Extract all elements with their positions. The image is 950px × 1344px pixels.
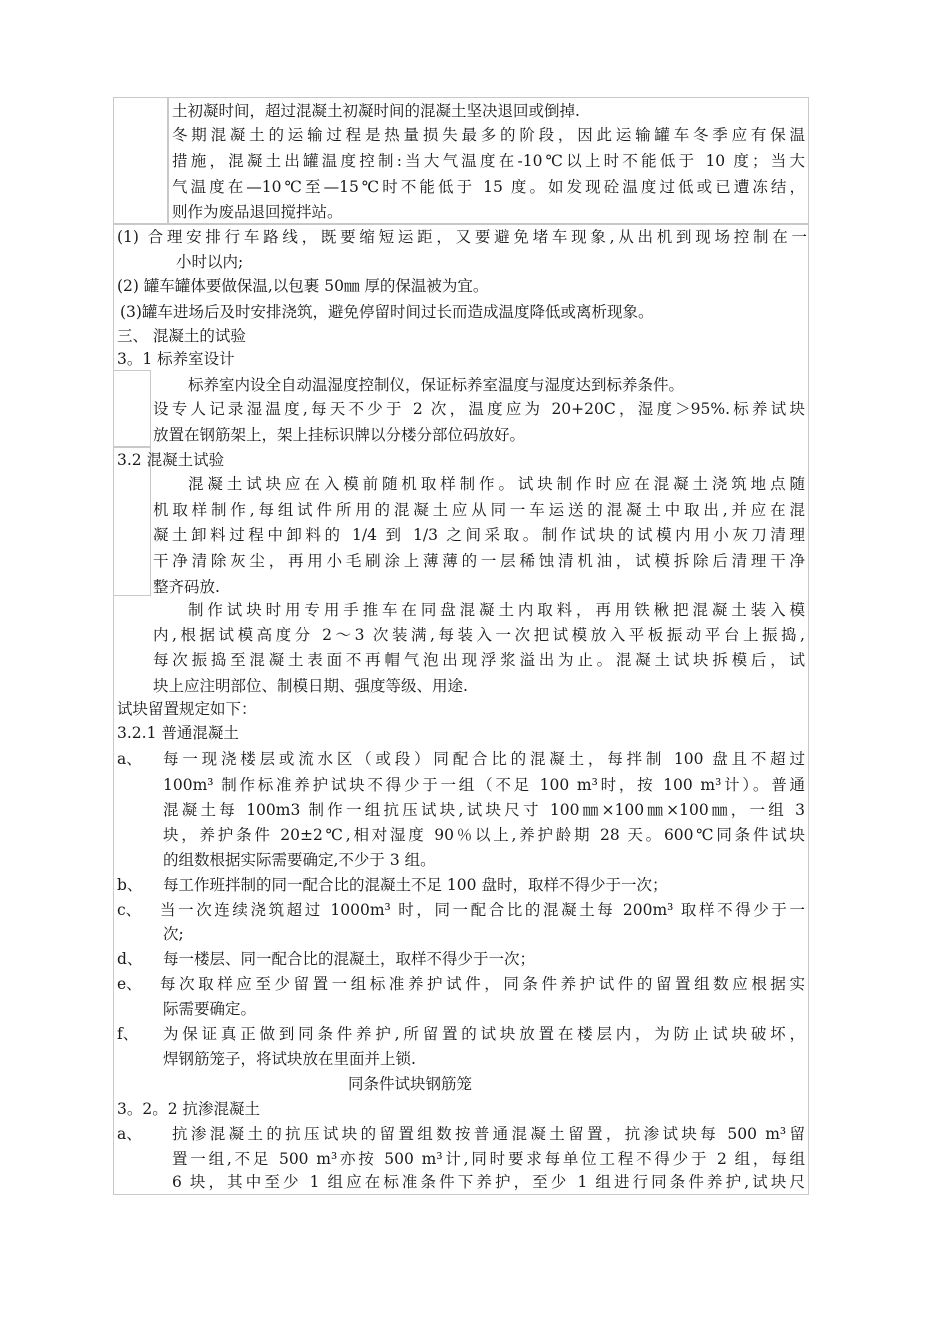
list-item-line: 块，养护条件 20±2℃,相对湿度 90％以上,养护龄期 28 天。600℃同条件试块 — [163, 826, 805, 844]
intro-line: 气温度在—10℃至—15℃时不能低于 15 度。如发现砼温度过低或已遭冻结， — [172, 178, 805, 196]
measure-item-continuation: 小时以内; — [176, 253, 244, 271]
list-item-line: 6 块，其中至少 1 组应在标准条件下养护，至少 1 组进行同条件养护,试块尺 — [172, 1173, 805, 1191]
list-item-line: 100m³ 制作标准养护试块不得少于一组（不足 100 m³时，按 100 m³计）。普通 — [163, 776, 805, 794]
s31-paragraph-line: 标养室内设全自动温湿度控制仪，保证标养室温度与湿度达到标养条件。 — [188, 376, 685, 394]
list-item-line: 次; — [163, 925, 184, 943]
measure-item: (2) 罐车罐体要做保温,以包裹 50㎜ 厚的保温被为宜。 — [117, 277, 489, 295]
intro-line: 土初凝时间，超过混凝土初凝时间的混凝土坚决退回或倒掉. — [172, 102, 580, 120]
measure-item: (1) 合理安排行车路线，既要缩短运距，又要避免堵车现象,从出机到现场控制在一 — [117, 228, 807, 246]
list-item-line: 每一楼层、同一配合比的混凝土，取样不得少于一次； — [163, 950, 536, 968]
list-item-line: 每一现浇楼层或流水区（或段）同配合比的混凝土，每拌制 100 盘且不超过 — [163, 750, 805, 768]
s32-paragraph-line: 机取样制作,每组试件所用的混凝土应从同一车运送的混凝土中取出,并应在混 — [153, 501, 805, 519]
s32-paragraph-line: 凝土卸料过程中卸料的 1/4 到 1/3 之间采取。制作试块的试模内用小灰刀清理 — [153, 526, 805, 544]
s32-paragraph-line: 每次振捣至混凝土表面不再帽气泡出现浮浆溢出为止。混凝土试块拆模后，试 — [153, 651, 805, 669]
list-item-line: 抗渗混凝土的抗压试块的留置组数按普通混凝土留置，抗渗试块每 500 m³留 — [172, 1125, 805, 1143]
list-item-line: 际需要确定。 — [163, 1000, 257, 1018]
list-item-label: a、 — [117, 1125, 142, 1143]
list-item-label: b、 — [117, 876, 143, 894]
figure-caption: 同条件试块钢筋笼 — [347, 1075, 472, 1093]
list-item-line: 焊钢筋笼子，将试块放在里面并上锁. — [163, 1050, 416, 1068]
section-heading: 三、 混凝土的试验 — [117, 327, 246, 345]
list-item-line: 混凝土每 100m3 制作一组抗压试块,试块尺寸 100㎜×100㎜×100㎜，一组 3 — [163, 801, 805, 819]
subsection-heading: 3.2 混凝土试验 — [117, 451, 225, 469]
s32-paragraph-line: 块上应注明部位、制模日期、强度等级、用途. — [153, 677, 468, 695]
s32-paragraph-line: 混凝土试块应在入模前随机取样制作。试块制作时应在混凝土浇筑地点随 — [188, 475, 805, 493]
rules-heading: 试块留置规定如下： — [117, 700, 257, 718]
s31-label-cell-frame — [113, 370, 151, 448]
s32-paragraph-line: 整齐码放. — [153, 578, 220, 596]
measure-item: (3)罐车进场后及时安排浇筑，避免停留时间过长而造成温度降低或离析现象。 — [120, 303, 654, 321]
list-item-line: 当一次连续浇筑超过 1000m³ 时，同一配合比的混凝土每 200m³ 取样不得少于一 — [160, 901, 805, 919]
s32-paragraph-line: 内,根据试模高度分 2～3 次装满,每装入一次把试模放入平板振动平台上振捣, — [153, 626, 805, 644]
list-item-line: 每次取样应至少留置一组标准养护试件，同条件养护试件的留置组数应根据实 — [160, 975, 805, 993]
intro-line: 冬期混凝土的运输过程是热量损失最多的阶段，因此运输罐车冬季应有保温 — [172, 126, 805, 144]
intro-line: 则作为废品退回搅拌站。 — [172, 203, 343, 221]
list-item-label: c、 — [117, 901, 142, 919]
list-item-label: d、 — [117, 950, 143, 968]
s32-paragraph-line: 干净清除灰尘，再用小毛刷涂上薄薄的一层稀蚀清机油，试模拆除后清理干净 — [153, 552, 805, 570]
s31-paragraph-line: 设专人记录湿温度,每天不少于 2 次，温度应为 20+20C，湿度＞95%.标养试块 — [153, 400, 805, 418]
list-item-label: e、 — [117, 975, 142, 993]
intro-line: 措施，混凝土出罐温度控制:当大气温度在-10℃以上时不能低于 10 度；当大 — [172, 152, 805, 170]
subsection-heading: 3.2.1 普通混凝土 — [117, 724, 239, 742]
list-item-line: 每工作班拌制的同一配合比的混凝土不足 100 盘时，取样不得少于一次； — [163, 876, 668, 894]
subsection-heading: 3。2。2 抗渗混凝土 — [117, 1100, 261, 1118]
list-item-label: f、 — [117, 1025, 139, 1043]
intro-left-cell-frame — [113, 97, 169, 225]
list-item-line: 置一组,不足 500 m³亦按 500 m³计,同时要求每单位工程不得少于 2 组，每组 — [172, 1150, 805, 1168]
s32-paragraph-line: 制作试块时用专用手推车在同盘混凝土内取料，再用铁楸把混凝土装入模 — [188, 601, 805, 619]
subsection-heading: 3。1 标养室设计 — [117, 350, 235, 368]
list-item-label: a、 — [117, 750, 142, 768]
list-item-line: 的组数根据实际需要确定,不少于 3 组。 — [163, 851, 436, 869]
s31-paragraph-line: 放置在钢筋架上，架上挂标识牌以分楼分部位码放好。 — [153, 426, 526, 444]
list-item-line: 为保证真正做到同条件养护,所留置的试块放置在楼层内，为防止试块破坏， — [163, 1025, 805, 1043]
